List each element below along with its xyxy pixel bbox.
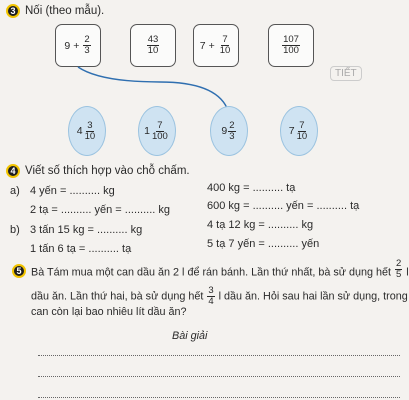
q4-a1-left[interactable]: 4 yến = .......... kg [30, 185, 115, 197]
q5-fraction-1: $\frac{2}{5}$ [396, 258, 402, 280]
box-3-whole: 7 [199, 39, 206, 52]
match-oval-3[interactable]: 9 $\frac{2}{3}$ [210, 106, 248, 156]
q4-a2-right[interactable]: 600 kg = .......... yến = .......... tạ [207, 200, 360, 212]
box-4-fraction: $\frac{107}{100}$ [283, 34, 299, 56]
answer-line-3[interactable] [38, 397, 400, 398]
plus-sign: + [208, 39, 215, 52]
match-oval-4[interactable]: 7 $\frac{7}{10}$ [280, 106, 318, 156]
q4-part-b-label: b) [10, 224, 20, 236]
box-1-whole: 9 [64, 39, 71, 52]
box-1-fraction: $\frac{2}{3}$ [84, 34, 90, 56]
q4-b2-right[interactable]: 5 tạ 7 yến = .......... yến [207, 238, 320, 250]
oval-1-fraction: $\frac{3}{10}$ [84, 119, 96, 142]
oval-2-fraction: $\frac{7}{100}$ [151, 119, 168, 142]
answer-line-1[interactable] [38, 355, 400, 356]
question-5-badge: 5 [12, 264, 26, 278]
oval-3-fraction: $\frac{2}{3}$ [229, 119, 235, 142]
match-oval-2[interactable]: 1 $\frac{7}{100}$ [138, 106, 176, 156]
answer-line-2[interactable] [38, 376, 400, 377]
plus-sign: + [73, 39, 80, 52]
q4-part-a-label: a) [10, 185, 20, 197]
bleed-through-text: TIẾT [330, 66, 362, 81]
match-oval-1[interactable]: 4 $\frac{3}{10}$ [68, 106, 106, 156]
q4-a2-left[interactable]: 2 tạ = .......... yến = .......... kg [30, 204, 171, 216]
q4-b2-left[interactable]: 1 tấn 6 tạ = .......... tạ [30, 243, 132, 255]
q5-line-1: Bà Tám mua một can dầu ăn 2 l để rán bánh. Lần thứ nhất, bà sử dụng hết $\frac{2}{5}$ l [31, 258, 409, 280]
box-2-fraction: $\frac{43}{10}$ [147, 34, 159, 56]
q4-b1-left[interactable]: 3 tấn 15 kg = .......... kg [30, 224, 143, 236]
solution-label: Bài giải [172, 330, 208, 342]
question-4-title: Viết số thích hợp vào chỗ chấm. [25, 165, 190, 177]
oval-4-fraction: $\frac{7}{10}$ [296, 119, 308, 142]
question-3-title: Nối (theo mẫu). [25, 5, 105, 17]
q4-a1-right[interactable]: 400 kg = .......... tạ [207, 182, 296, 194]
q4-b1-right[interactable]: 4 tạ 12 kg = .......... kg [207, 219, 314, 231]
sample-connector-line [0, 0, 400, 130]
question-4-badge: 4 [6, 164, 20, 178]
q5-line-2: dầu ăn. Lần thứ hai, bà sử dụng hết $\frac{3}{4}$ l dầu ăn. Hỏi sau hai lần sử dụng, trong [31, 285, 408, 307]
box-3-fraction: $\frac{7}{10}$ [219, 34, 231, 56]
q5-fraction-2: $\frac{3}{4}$ [208, 285, 214, 307]
question-3-badge: 3 [6, 4, 20, 18]
q5-line-3: can còn lại bao nhiêu lít dầu ăn? [31, 306, 187, 318]
